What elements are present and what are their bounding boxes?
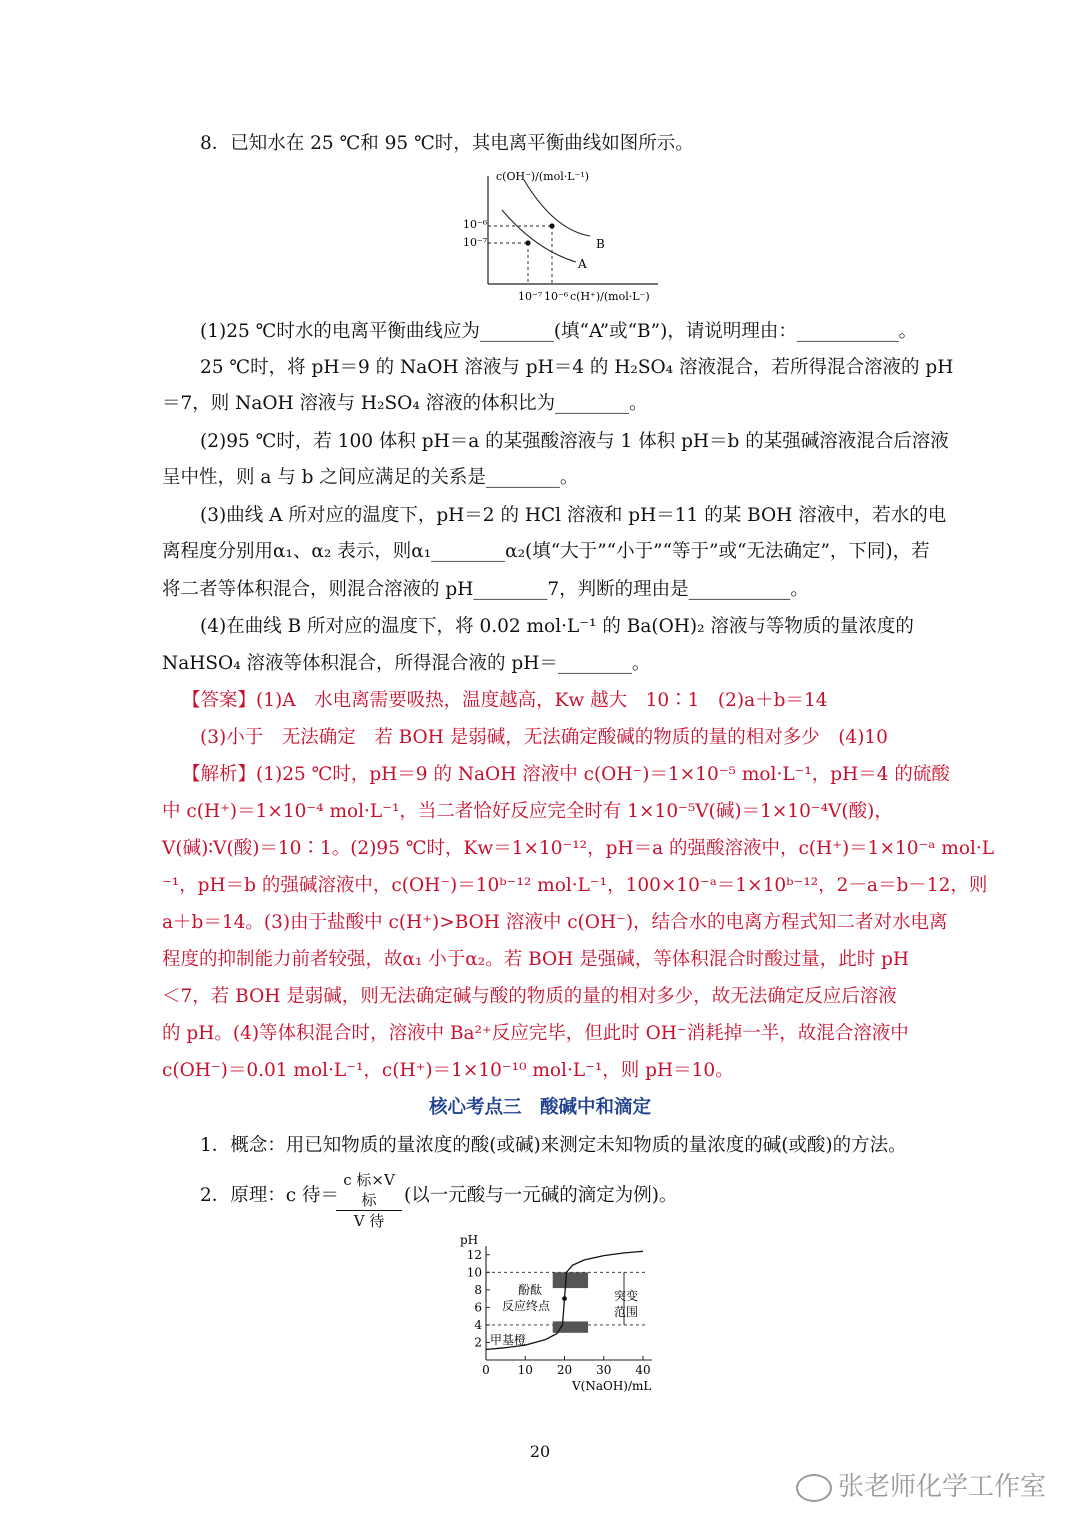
- fig1-ylabel: c(OH⁻)/(mol·L⁻¹): [496, 170, 590, 183]
- endpoint-marker: [562, 1296, 567, 1301]
- principle-fraction: [336, 1170, 402, 1231]
- question-intro: 8．已知水在 25 ℃和 95 ℃时，其电离平衡曲线如图所示。: [200, 133, 694, 154]
- fig1-ytick-hi: 10⁻⁶: [463, 218, 488, 231]
- x-tick-label: 10: [517, 1363, 533, 1377]
- question-part1c: ＝7，则 NaOH 溶液与 H₂SO₄ 溶液的体积比为________。: [162, 393, 648, 414]
- watermark-text: 张老师化学工作室: [837, 1472, 1046, 1502]
- fig2-label-jump2: 范围: [614, 1305, 639, 1319]
- fraction-numerator: c 标×V 标: [343, 1171, 395, 1209]
- question-part1b: 25 ℃时，将 pH＝9 的 NaOH 溶液与 pH＝4 的 H₂SO₄ 溶液混合，若所得混合溶液的 pH: [200, 357, 954, 378]
- analysis-line8: 的 pH。(4)等体积混合时，溶液中 Ba²⁺反应完毕，但此时 OH⁻消耗掉一半，故混合溶液中: [162, 1023, 909, 1044]
- y-tick-label: 8: [474, 1282, 482, 1297]
- question-part1a: (1)25 ℃时水的电离平衡曲线应为________(填“A”或“B”)，请说明理由：___________。: [200, 321, 918, 342]
- curve-b: [524, 180, 590, 236]
- y-tick-label: 10: [466, 1265, 482, 1280]
- fig2-label-phenol: 酚酞: [518, 1283, 543, 1297]
- fig1-label-a: A: [578, 257, 587, 271]
- analysis-line2: 中 c(H⁺)＝1×10⁻⁴ mol·L⁻¹，当二者恰好反应完全时有 1×10⁻⁵V(碱)＝1×10⁻⁴V(酸)，: [162, 801, 893, 822]
- answer-line1: 【答案】(1)A 水电离需要吸热，温度越高，Kw 越大 10∶1 (2)a＋b＝14: [182, 690, 828, 711]
- watermark: [796, 1466, 1046, 1503]
- point-a: [525, 240, 530, 245]
- concept-text: 1．概念：用已知物质的量浓度的酸(或碱)来测定未知物质的量浓度的碱(或酸)的方法。: [200, 1135, 907, 1156]
- analysis-line6: 程度的抑制能力前者较强，故α₁ 小于α₂。若 BOH 是强碱，等体积混合时酸过量，此时 pH: [162, 949, 910, 970]
- analysis-line5: a＋b＝14。(3)由于盐酸中 c(H⁺)>BOH 溶液中 c(OH⁻)，结合水的电离方程式知二者对水电离: [162, 912, 948, 933]
- answer-line2: (3)小于 无法确定 若 BOH 是弱碱，无法确定酸碱的物质的量的相对多少 (4)10: [200, 727, 888, 748]
- fig1-label-b: B: [596, 237, 605, 251]
- fig1-xtick-lo: 10⁻⁷: [518, 290, 543, 303]
- phenolphthalein-range-box: [553, 1272, 588, 1288]
- question-part4b: NaHSO₄ 溶液等体积混合，所得混合液的 pH＝________。: [162, 653, 651, 674]
- fig1-xlabel: c(H⁺)/(mol·L⁻): [570, 290, 650, 303]
- analysis-line1: 【解析】(1)25 ℃时，pH＝9 的 NaOH 溶液中 c(OH⁻)＝1×10⁻⁵ mol·L⁻¹，pH＝4 的硫酸: [182, 764, 950, 785]
- ionization-curve-figure: [458, 166, 668, 308]
- analysis-line9: c(OH⁻)＝0.01 mol·L⁻¹，c(H⁺)＝1×10⁻¹⁰ mol·L⁻¹，则 pH＝10。: [162, 1060, 734, 1081]
- fraction-denominator: V 待: [336, 1210, 402, 1231]
- question-part4a: (4)在曲线 B 所对应的温度下，将 0.02 mol·L⁻¹ 的 Ba(OH)₂ 溶液与等物质的量浓度的: [200, 616, 914, 637]
- analysis-line7: ＜7，若 BOH 是弱碱，则无法确定碱与酸的物质的量的相对多少，故无法确定反应后溶液: [162, 986, 897, 1007]
- fig2-label-methyl: 甲基橙: [490, 1333, 527, 1347]
- question-part3a: (3)曲线 A 所对应的温度下，pH＝2 的 HCl 溶液和 pH＝11 的某 BOH 溶液中，若水的电: [200, 505, 947, 526]
- y-tick-label: 6: [474, 1300, 482, 1315]
- analysis-line4: ⁻¹，pH＝b 的强碱溶液中，c(OH⁻)＝10ᵇ⁻¹² mol·L⁻¹，100×10⁻ᵃ＝1×10ᵇ⁻¹²，2－a＝b－12，则: [162, 875, 988, 896]
- principle-label: 2．原理：c 待＝: [200, 1185, 340, 1206]
- fig1-xtick-hi: 10⁻⁶: [544, 290, 569, 303]
- y-tick-label: 12: [466, 1247, 482, 1262]
- y-tick-label: 2: [474, 1335, 482, 1350]
- fig2-xlabel: V(NaOH)/mL: [572, 1379, 652, 1393]
- x-tick-label: 20: [556, 1363, 573, 1377]
- principle-tail: (以一元酸与一元碱的滴定为例)。: [404, 1185, 678, 1206]
- x-tick-label: 40: [635, 1363, 651, 1377]
- question-part3b: 离程度分别用α₁、α₂ 表示，则α₁________α₂(填“大于”“小于”“等于”或“无法确定”，下同)，若: [162, 541, 930, 562]
- y-tick-label: 4: [474, 1317, 482, 1332]
- x-tick-label: 0: [482, 1363, 490, 1377]
- fig1-ytick-lo: 10⁻⁷: [463, 236, 488, 249]
- question-part3c: 将二者等体积混合，则混合溶液的 pH________7，判断的理由是___________。: [162, 579, 809, 600]
- fig2-ylabel: pH: [460, 1233, 479, 1247]
- wechat-icon: [796, 1474, 832, 1502]
- section-heading: 核心考点三 酸碱中和滴定: [428, 1097, 651, 1118]
- page-number: 20: [529, 1442, 551, 1461]
- fig2-label-jump1: 突变: [614, 1289, 639, 1303]
- question-part2a: (2)95 ℃时，若 100 体积 pH＝a 的某强酸溶液与 1 体积 pH＝b 的某强碱溶液混合后溶液: [200, 431, 949, 452]
- question-part2b: 呈中性，则 a 与 b 之间应满足的关系是________。: [162, 467, 579, 488]
- analysis-line3: V(碱)∶V(酸)＝10∶1。(2)95 ℃时，Kw＝1×10⁻¹²，pH＝a 的强酸溶液中，c(H⁺)＝1×10⁻ᵃ mol·L: [162, 838, 995, 859]
- titration-curve-figure: [452, 1232, 672, 1394]
- curve-a: [502, 210, 576, 262]
- fig2-label-endpoint: 反应终点: [502, 1299, 551, 1313]
- point-b: [549, 223, 554, 228]
- x-tick-label: 30: [596, 1363, 612, 1377]
